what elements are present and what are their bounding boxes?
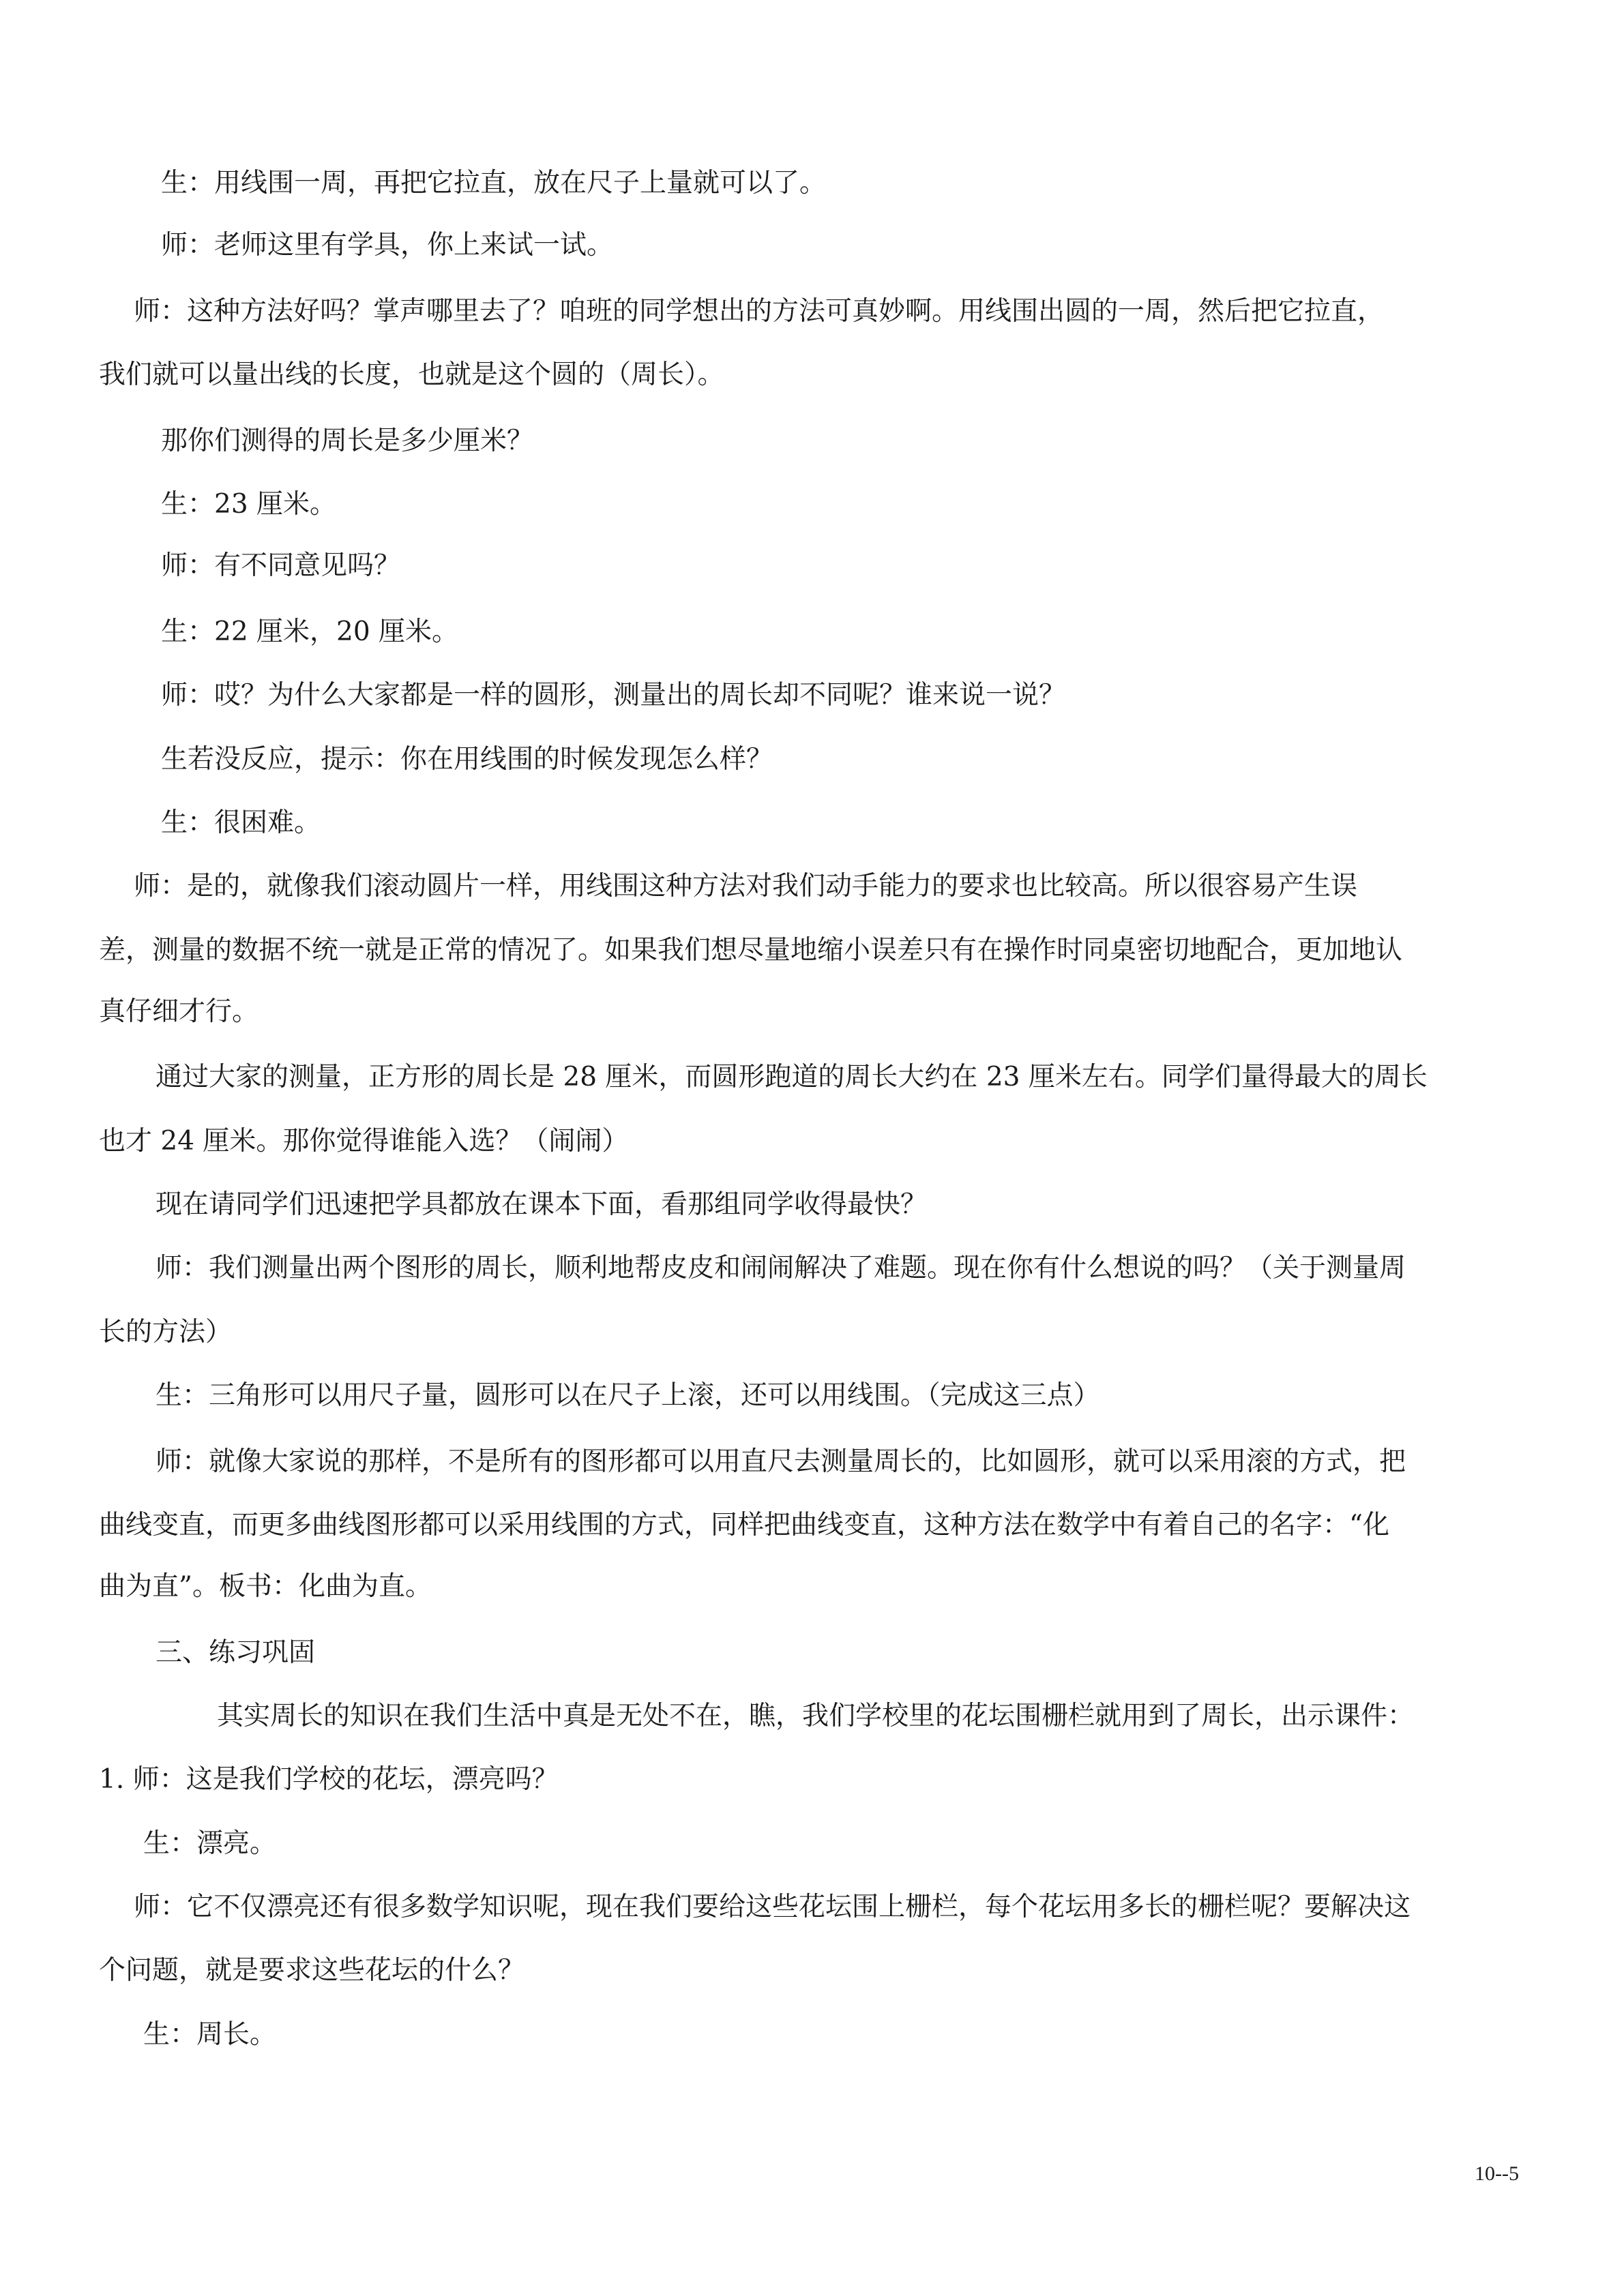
text-line: 其实周长的知识在我们生活中真是无处不在，瞧，我们学校里的花坛围栅栏就用到了周长，出示课件： xyxy=(217,1701,1415,1731)
text-line: 长的方法） xyxy=(99,1317,233,1347)
text-line: 我们就可以量出线的长度，也就是这个圆的（周长）。 xyxy=(99,359,724,390)
text-line: 生：很困难。 xyxy=(161,807,321,838)
page-number: 10--5 xyxy=(1475,2162,1519,2185)
text-line: 生：22 厘米，20 厘米。 xyxy=(161,616,459,647)
text-line: 师：就像大家说的那样，不是所有的图形都可以用直尺去测量周长的，比如圆形，就可以采用滚的方式，把 xyxy=(156,1446,1406,1477)
text-line: 生：三角形可以用尺子量，圆形可以在尺子上滚，还可以用线围。（完成这三点） xyxy=(156,1380,1100,1411)
text-line: 那你们测得的周长是多少厘米？ xyxy=(161,426,534,456)
list-item: 1. 师：这是我们学校的花坛，漂亮吗？ xyxy=(99,1764,559,1795)
text-line: 真仔细才行。 xyxy=(99,996,259,1027)
text-line: 差，测量的数据不统一就是正常的情况了。如果我们想尽量地缩小误差只有在操作时同桌密切地配合，更加地认 xyxy=(99,935,1403,966)
text-line: 曲线变直，而更多曲线图形都可以采用线围的方式，同样把曲线变直，这种方法在数学中有着自己的名字：“化 xyxy=(99,1510,1389,1540)
text-line: 师：有不同意见吗？ xyxy=(161,550,401,581)
text-line: 师：哎？为什么大家都是一样的圆形，测量出的周长却不同呢？谁来说一说？ xyxy=(161,680,1066,711)
text-line: 现在请同学们迅速把学具都放在课本下面，看那组同学收得最快？ xyxy=(156,1189,928,1220)
text-line: 通过大家的测量，正方形的周长是 28 厘米，而圆形跑道的周长大约在 23 厘米左右。同学们量得最大的周长 xyxy=(156,1062,1428,1092)
text-line: 生若没反应，提示：你在用线围的时候发现怎么样？ xyxy=(161,744,773,775)
section-heading: 三、练习巩固 xyxy=(156,1637,316,1668)
text-line: 个问题，就是要求这些花坛的什么？ xyxy=(99,1955,525,1986)
text-line: 师：它不仅漂亮还有很多数学知识呢，现在我们要给这些花坛围上栅栏，每个花坛用多长的栅栏呢？要解决这 xyxy=(134,1892,1411,1922)
text-line: 生：周长。 xyxy=(143,2019,277,2050)
text-line: 师：这种方法好吗？掌声哪里去了？咱班的同学想出的方法可真妙啊。用线围出圆的一周，然后把它拉直， xyxy=(134,296,1385,327)
text-line: 曲为直”。板书：化曲为直。 xyxy=(99,1571,432,1602)
text-line: 生：漂亮。 xyxy=(143,1828,277,1859)
text-line: 也才 24 厘米。那你觉得谁能入选？（闹闹） xyxy=(99,1126,629,1157)
text-line: 师：老师这里有学具，你上来试一试。 xyxy=(161,230,614,260)
text-line: 师：是的，就像我们滚动圆片一样，用线围这种方法对我们动手能力的要求也比较高。所以很容易产生误 xyxy=(134,871,1358,901)
text-line: 生：23 厘米。 xyxy=(161,489,337,520)
text-line: 生：用线围一周，再把它拉直，放在尺子上量就可以了。 xyxy=(161,168,827,198)
text-line: 师：我们测量出两个图形的周长，顺利地帮皮皮和闹闹解决了难题。现在你有什么想说的吗？（关于测量周 xyxy=(156,1253,1406,1283)
